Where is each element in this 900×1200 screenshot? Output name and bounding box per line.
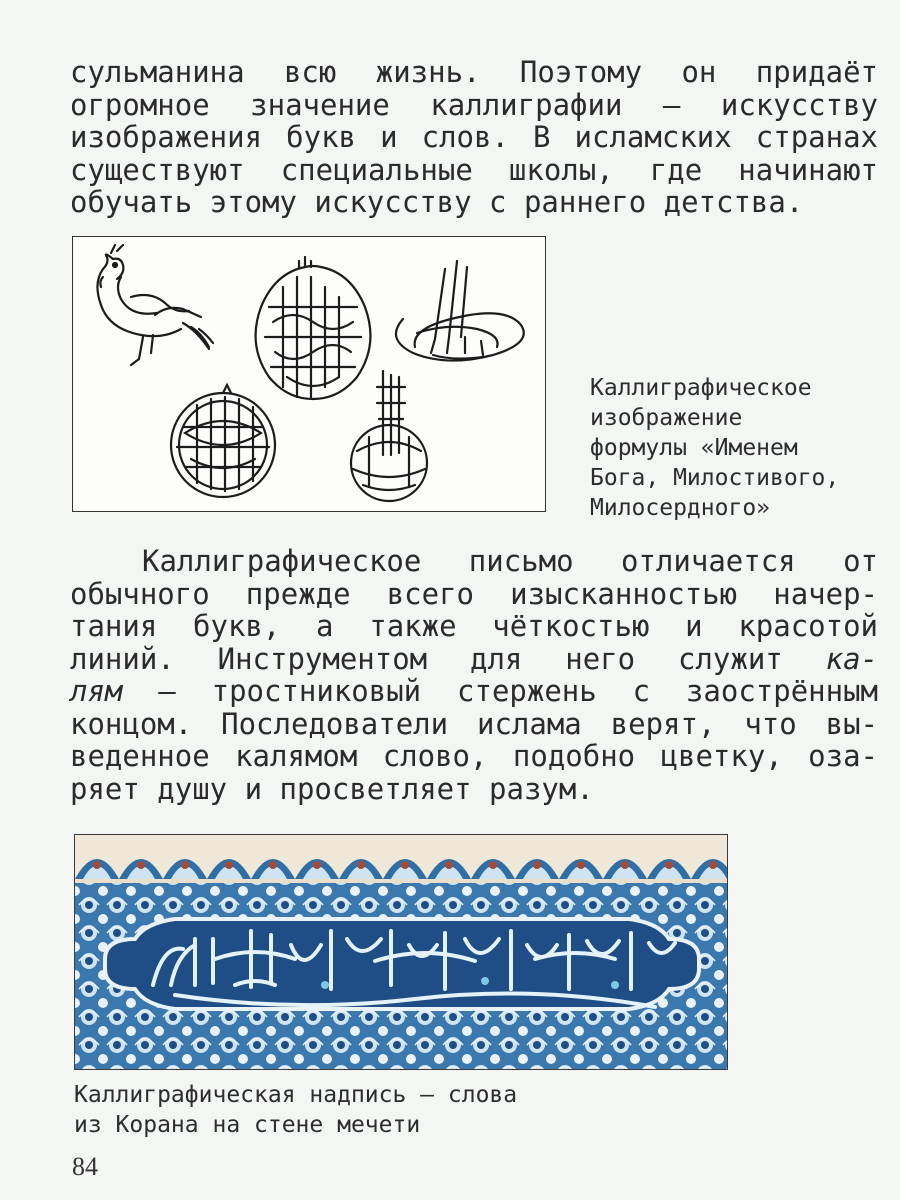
text-line: огромное значение каллиграфии — искусству [70, 87, 878, 122]
caption-line: Каллиграфическая надпись — слова [74, 1082, 518, 1108]
text-line: обычного прежде всего изысканностью начер- [70, 576, 878, 611]
page-number: 84 [72, 1152, 98, 1181]
pear-medallion-icon [256, 257, 371, 399]
paragraph-2 [70, 545, 878, 805]
text-line: ряет душу и просветляет разум. [70, 771, 594, 806]
text-line [70, 675, 878, 708]
calligraphy-drawings [73, 237, 547, 513]
text-line: веденное калямом слово, подобно цветку, оза- [70, 739, 878, 773]
mosque-inscription-photo [74, 834, 728, 1070]
text-segment: — тростниковый стержень с заострённым [122, 674, 878, 708]
caption-line: Бога, Милостивого, [590, 465, 840, 491]
tile-panel [75, 835, 728, 1070]
italic-term: ка- [825, 641, 878, 676]
bird-calligraphy-icon [97, 245, 213, 365]
caption-line: Милосердного» [590, 495, 771, 521]
text-line: концом. Последователи ислама верят, что вы- [70, 706, 878, 741]
italic-term: лям [70, 674, 123, 708]
text-line: существуют специальные школы, где начинают [70, 152, 878, 187]
text-line: изображения букв и слов. В исламских странах [70, 120, 878, 154]
paragraph-1 [70, 56, 878, 219]
text-line: тания букв, а также чёткостью и красотой [70, 609, 878, 643]
round-medallion-icon [171, 385, 275, 497]
text-line [70, 643, 878, 676]
caption-line: из Корана на стене мечети [74, 1112, 421, 1138]
text-line: обучать этому искусству с раннего детства. [70, 185, 804, 219]
figure-1-caption [590, 373, 890, 523]
caption-line: формулы «Именем [590, 435, 798, 461]
text-line: Каллиграфическое письмо отличается от [142, 544, 878, 578]
text-segment: линий. Инструментом для него служит [70, 641, 826, 676]
caption-line: изображение [590, 405, 743, 431]
figure-2-caption [74, 1080, 694, 1140]
calligraphy-illustration [72, 236, 546, 512]
caption-line: Каллиграфическое [590, 375, 812, 401]
crest-border [75, 835, 728, 881]
text-line: сульманина всю жизнь. Поэтому он придаёт [70, 55, 878, 89]
tughra-calligraphy-icon [396, 261, 524, 361]
staff-medallion-icon [351, 371, 427, 501]
